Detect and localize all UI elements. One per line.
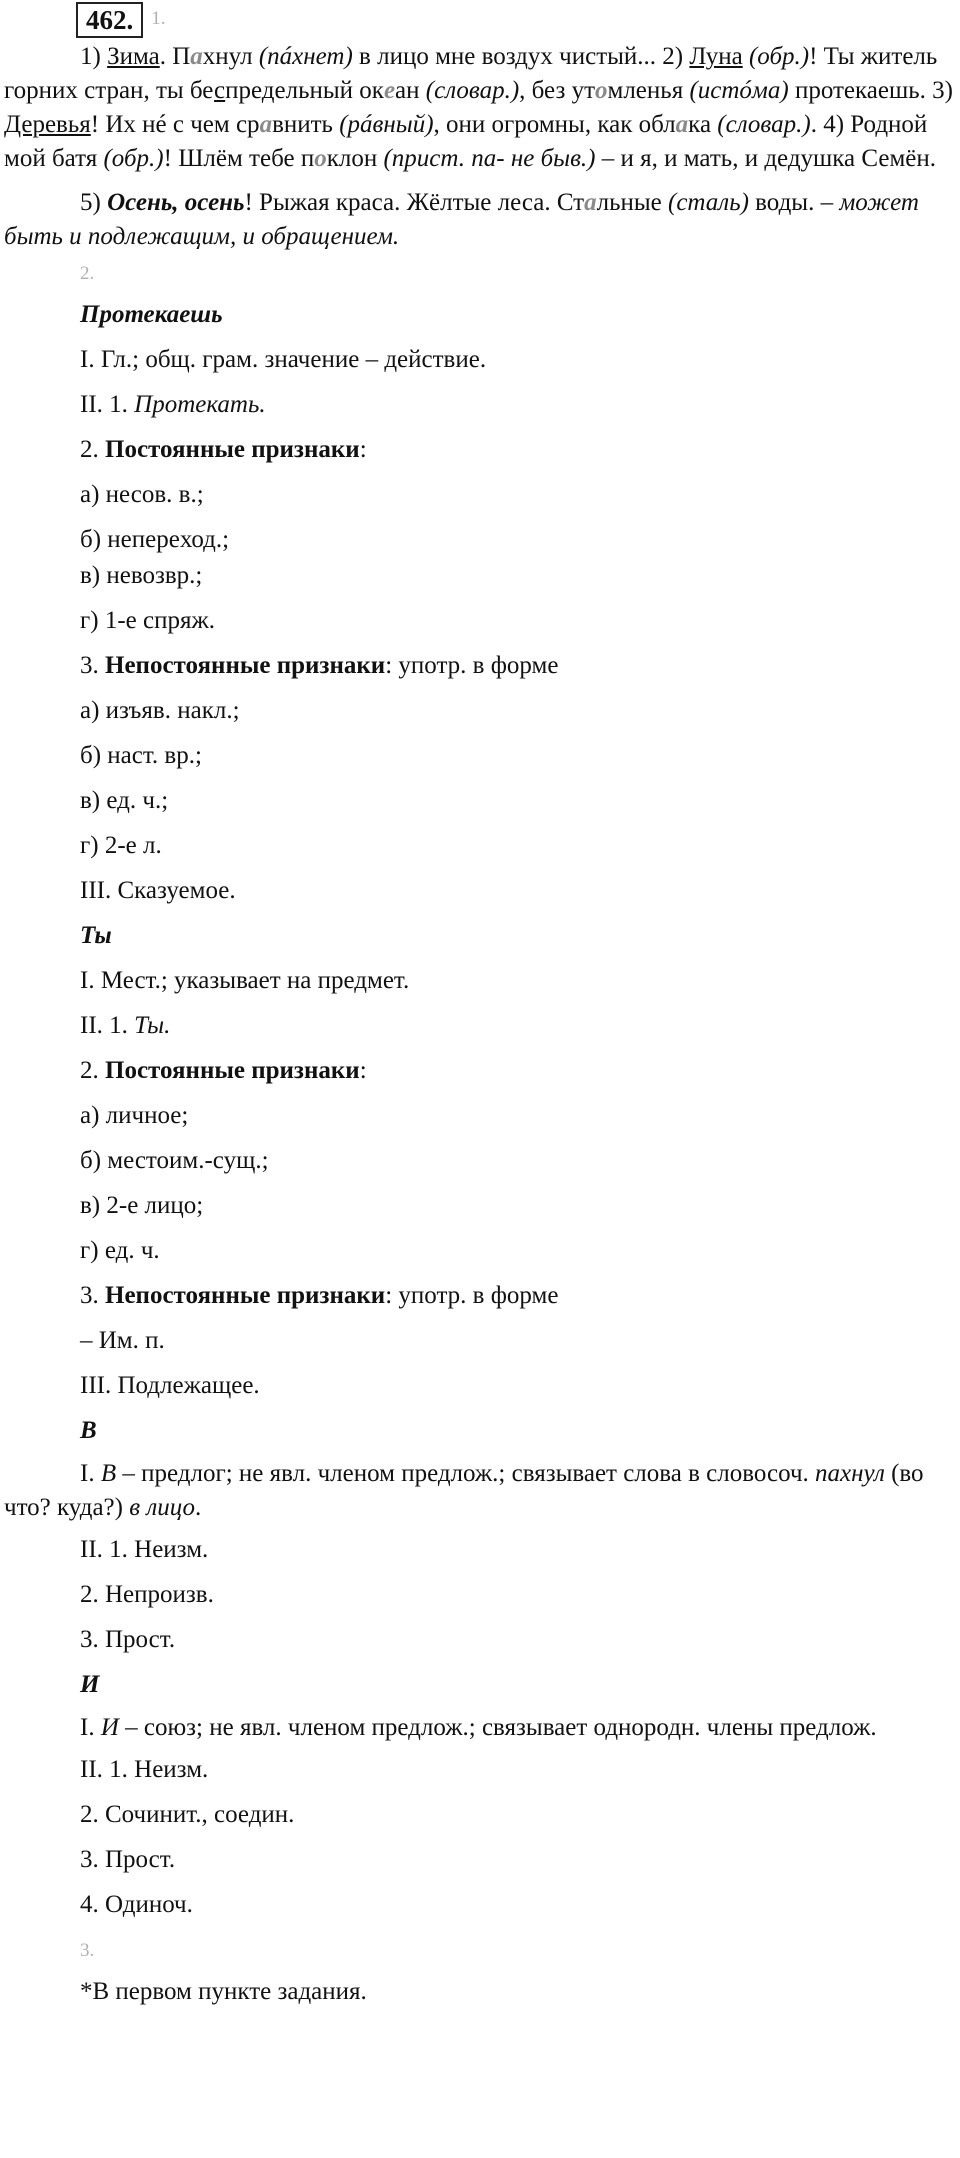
word-zima: Зима	[107, 43, 160, 70]
word: пахнул	[815, 1460, 885, 1487]
text: ! Рыжая краса. Жёлтые леса. Ст	[244, 189, 585, 216]
stress-vowel: á	[360, 111, 373, 138]
analysis-line	[0, 1711, 960, 1745]
section-title: Постоянные признаки	[105, 1057, 360, 1084]
vowel-mark: а	[584, 189, 597, 216]
analysis-line: II. 1. Неизм.	[80, 1756, 209, 1783]
spacer	[0, 176, 960, 186]
vowel-mark: а	[259, 111, 273, 138]
analysis-line	[0, 647, 960, 692]
section-title: Непостоянные признаки	[105, 1282, 386, 1309]
vowel-mark: о	[314, 145, 327, 172]
analysis-line: г) 1-е спряж.	[80, 607, 215, 634]
section-title: Постоянные признаки	[105, 436, 360, 463]
text: протекаешь. 3)	[788, 77, 953, 104]
initial-form: Ты.	[134, 1012, 171, 1039]
text: хнул	[202, 43, 259, 70]
analysis-line	[0, 1052, 960, 1097]
text: I.	[80, 1460, 101, 1487]
stress-vowel: á	[279, 43, 293, 70]
text: ! Их нé с чем ср	[90, 111, 260, 138]
text: , они огромны, как обл	[433, 111, 676, 138]
analysis-heading-ty: Ты	[80, 922, 112, 949]
analysis-line: 3. Прост.	[80, 1846, 176, 1873]
analysis-line: 2. Сочинит., соедин.	[80, 1801, 295, 1828]
note: ль)	[718, 189, 749, 216]
text: II. 1.	[80, 1012, 135, 1039]
sentences-paragraph-2	[0, 186, 960, 254]
analysis-line	[0, 1277, 960, 1322]
text: 3.	[80, 652, 105, 679]
text: мленья	[607, 77, 690, 104]
note: хнет)	[292, 43, 353, 70]
analysis-line: а) личное;	[80, 1102, 189, 1129]
analysis-line	[0, 1007, 960, 1052]
text: ан	[395, 77, 426, 104]
text: . 4) Родной мой батя	[4, 111, 928, 172]
analysis-line: в) невозвр.;	[80, 562, 203, 589]
note: ма)	[751, 77, 789, 104]
note: (ист	[689, 77, 740, 104]
step-label-1: 1.	[151, 8, 166, 29]
exercise-number: 462.	[76, 2, 143, 38]
analysis-line: 2. Непроизв.	[80, 1581, 214, 1608]
text: ! Шлём тебе п	[163, 145, 315, 172]
text: в лицо мне воздух чистый... 2)	[352, 43, 690, 70]
text: .	[195, 1494, 202, 1521]
vowel-mark: а	[705, 189, 719, 216]
exercise-header	[0, 2, 960, 40]
analysis-heading-v: В	[80, 1417, 97, 1444]
section-title: Непостоянные признаки	[105, 652, 386, 679]
analysis-line: в) 2-е лицо;	[80, 1192, 204, 1219]
note: вный)	[372, 111, 434, 138]
analysis-heading-i: И	[80, 1671, 100, 1698]
word: В	[100, 1460, 117, 1487]
analysis-line: III. Сказуемое.	[80, 877, 236, 904]
text: 5)	[80, 189, 108, 216]
note: (прист. па- не быв.)	[383, 145, 596, 172]
text: I.	[80, 1714, 101, 1741]
analysis-line: III. Подлежащее.	[80, 1372, 260, 1399]
note: (р	[339, 111, 361, 138]
address-words: Осень, осень	[107, 189, 245, 216]
text: 2.	[80, 1057, 105, 1084]
footnote: *В первом пункте задания.	[80, 1978, 367, 2005]
text: ! Ты житель горних стран, ты бе	[4, 43, 938, 104]
text: 3.	[80, 1282, 105, 1309]
analysis-line: г) 2-е л.	[80, 832, 162, 859]
text: льные	[596, 189, 669, 216]
analysis-line: – Им. п.	[80, 1327, 165, 1354]
letter-mark: с	[214, 77, 226, 104]
text: воды. –	[748, 189, 840, 216]
text: – и я, и мать, и дедушка Семён.	[595, 145, 937, 172]
analysis-line: 3. Прост.	[80, 1626, 176, 1653]
text: – предлог; не явл. членом предлож.; связывает слова в словосоч.	[116, 1460, 816, 1487]
vowel-mark: а	[675, 111, 689, 138]
analysis-line: а) несов. в.;	[80, 481, 204, 508]
note: (обр.)	[748, 43, 810, 70]
analysis-line: II. 1. Неизм.	[80, 1536, 209, 1563]
vowel-mark: а	[190, 43, 203, 70]
analysis-line: б) наст. вр.;	[80, 742, 202, 769]
text: . П	[159, 43, 191, 70]
step-label-2: 2.	[80, 263, 95, 284]
note: может быть и подлежащим, и обращением.	[4, 189, 919, 250]
text: II. 1.	[80, 391, 135, 418]
analysis-heading-protekaesh: Протекаешь	[80, 301, 223, 328]
analysis-line	[0, 386, 960, 431]
word: И	[100, 1714, 119, 1741]
analysis-line: I. Мест.; указывает на предмет.	[80, 967, 410, 994]
initial-form: Протекать.	[134, 391, 266, 418]
vowel-mark: о	[595, 77, 608, 104]
text: предельный ок	[225, 77, 384, 104]
analysis-line: I. Гл.; общ. грам. значение – действие.	[80, 346, 487, 373]
note: (словар.)	[425, 77, 520, 104]
text: :	[359, 436, 367, 463]
text: ка	[688, 111, 718, 138]
word-luna: Луна	[689, 43, 743, 70]
word-derevya: Деревья	[4, 111, 91, 138]
text: 1)	[80, 43, 108, 70]
note: (словар.)	[717, 111, 811, 138]
sentences-paragraph-1	[0, 40, 960, 176]
analysis-line: г) ед. ч.	[80, 1237, 160, 1264]
note: (ст	[668, 189, 706, 216]
analysis-line: б) местоим.-сущ.;	[80, 1147, 269, 1174]
text: 2.	[80, 436, 105, 463]
note: (обр.)	[103, 145, 164, 172]
analysis-line: б) неперeход.;	[80, 526, 230, 553]
text: , без ут	[519, 77, 596, 104]
step-label-3: 3.	[80, 1940, 95, 1961]
text: внить	[272, 111, 340, 138]
text: (во что? куда?)	[4, 1460, 924, 1521]
text: – союз; не явл. членом предлож.; связывает однородн. члены предлож.	[118, 1714, 877, 1741]
note: (п	[258, 43, 280, 70]
text: клон	[326, 145, 384, 172]
analysis-line: а) изъяв. накл.;	[80, 697, 240, 724]
vowel-mark: е	[383, 77, 396, 104]
analysis-line	[0, 1457, 960, 1525]
text: : употр. в форме	[385, 1282, 559, 1309]
word: в лицо	[129, 1494, 196, 1521]
analysis-line: 4. Одиноч.	[80, 1891, 193, 1918]
analysis-line: в) ед. ч.;	[80, 787, 169, 814]
text: :	[359, 1057, 367, 1084]
stress-vowel: ó	[739, 77, 752, 104]
text: : употр. в форме	[385, 652, 559, 679]
analysis-line	[0, 431, 960, 476]
